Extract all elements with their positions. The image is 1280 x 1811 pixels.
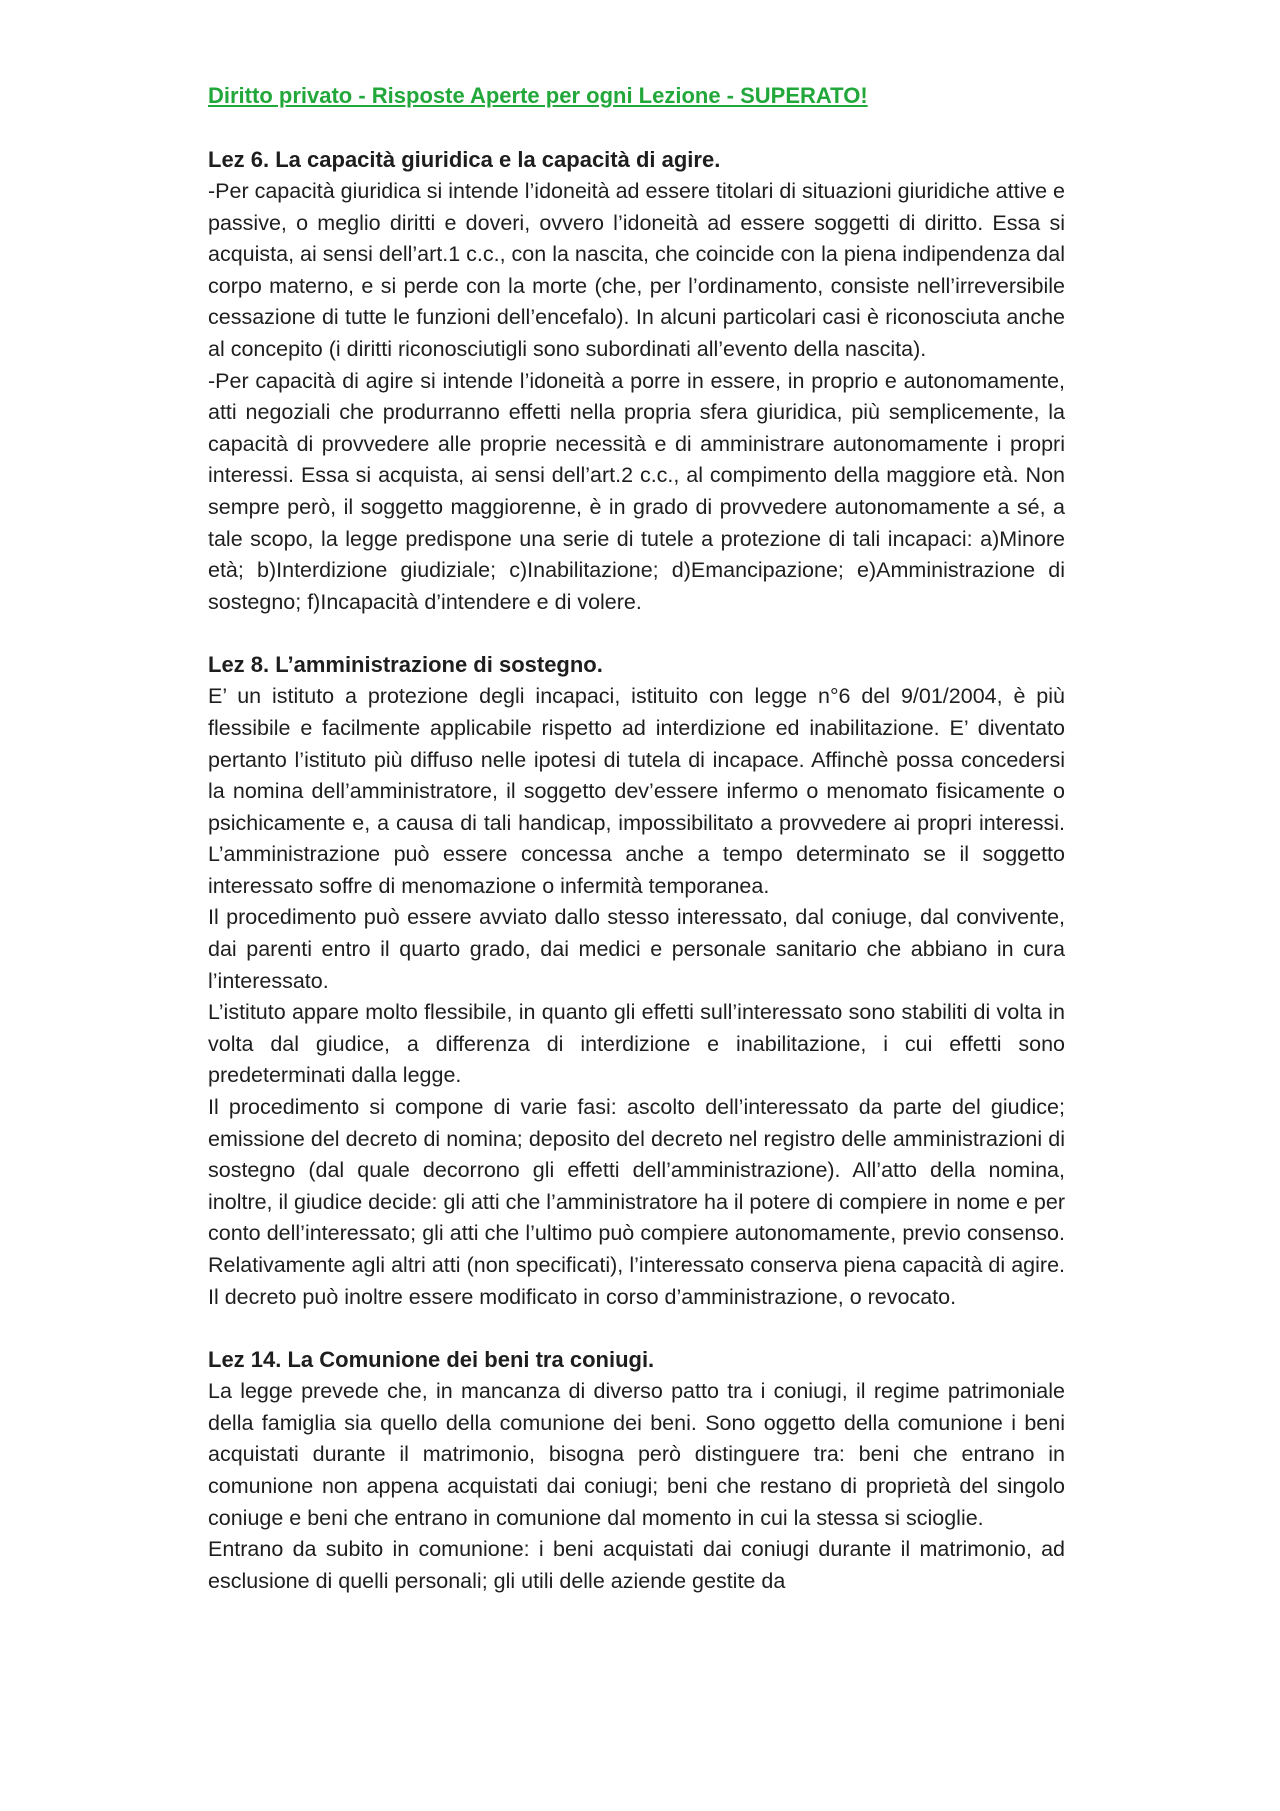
paragraph: Il procedimento può essere avviato dallo stesso interessato, dal coniuge, dal convivente, dai parenti entro il quarto grado, dai medici e personale sanitario che abbiano in cura l’interessato. — [208, 905, 1065, 993]
paragraph: L’istituto appare molto flessibile, in quanto gli effetti sull’interessato sono stabiliti di volta in volta dal giudice, a differenza di interdizione e inabilitazione, i cui effetti sono predeterminati dalla legge. — [208, 1000, 1065, 1088]
paragraph: Entrano da subito in comunione: i beni acquistati dai coniugi durante il matrimonio, ad esclusione di quelli personali; gli utili delle aziende gestite da — [208, 1537, 1065, 1593]
paragraph: E’ un istituto a protezione degli incapaci, istituito con legge n°6 del 9/01/2004, è più flessibile e facilmente applicabile rispetto ad interdizione ed inabilitazione. E’ diventato pertanto l’istituto più diffuso nelle ipotesi di tutela di incapace. Affinchè possa concedersi la nomina dell’amministratore, il soggetto dev’essere infermo o menomato fisicamente o psichicamente e, a causa di tali handicap, impossibilitato a provvedere ai propri interessi. L’amministrazione può essere concessa anche a tempo determinato se il soggetto interessato soffre di menomazione o infermità temporanea. — [208, 684, 1065, 898]
document-page — [208, 80, 1065, 1628]
section-heading: Lez 6. La capacità giuridica e la capacità di agire. — [208, 147, 721, 172]
section-heading: Lez 14. La Comunione dei beni tra coniugi. — [208, 1347, 655, 1373]
paragraph: Il procedimento si compone di varie fasi: ascolto dell’interessato da parte del giudice; emissione del decreto di nomina; deposito del decreto nel registro delle amministrazioni di sostegno (dal quale decorrono gli effetti dell’amministrazione). All’atto della nomina, inoltre, il giudice decide: gli atti che l’amministratore ha il potere di compiere in nome e per conto dell’interessato; gli atti che l’ultimo può compiere autonomamente, previo consenso. Relativamente agli altri atti (non specificati), l’interessato conserva piena capacità di agire. Il decreto può inoltre essere modificato in corso d’amministrazione, o revocato. — [208, 1095, 1065, 1309]
paragraph: -Per capacità giuridica si intende l’idoneità ad essere titolari di situazioni giuridiche attive e passive, o meglio diritti e doveri, ovvero l’idoneità ad essere soggetti di diritto. Essa si acquista, ai sensi dell’art.1 c.c., con la nascita, che coincide con la piena indipendenza dal corpo materno, e si perde con la morte (che, per l’ordinamento, consiste nell’irreversibile cessazione di tutte le funzioni dell’encefalo). In alcuni particolari casi è riconosciuta anche al concepito (i diritti riconosciutigli sono subordinati all’evento della nascita). — [208, 179, 1065, 361]
paragraph: -Per capacità di agire si intende l’idoneità a porre in essere, in proprio e autonomamente, atti negoziali che produrranno effetti nella propria sfera giuridica, più semplicemente, la capacità di provvedere alle proprie necessità e di amministrare autonomamente i propri interessi. Essa si acquista, ai sensi dell’art.2 c.c., al compimento della maggiore età. Non sempre però, il soggetto maggiorenne, è in grado di provvedere autonomamente a sé, a tale scopo, la legge predispone una serie di tutele a protezione di tali incapaci: a)Minore età; b)Interdizione giudiziale; c)Inabilitazione; d)Emancipazione; e)Amministrazione di sostegno; f)Incapacità d’intendere e di volere. — [208, 368, 1065, 614]
paragraph: La legge prevede che, in mancanza di diverso patto tra i coniugi, il regime patrimoniale della famiglia sia quello della comunione dei beni. Sono oggetto della comunione i beni acquistati durante il matrimonio, bisogna però distinguere tra: beni che entrano in comunione non appena acquistati dai coniugi; beni che restano di proprietà del singolo coniuge e beni che entrano in comunione dal momento in cui la stessa si scioglie. — [208, 1379, 1065, 1530]
section-heading: Lez 8. L’amministrazione di sostegno. — [208, 652, 603, 678]
section-lez-14 — [208, 1344, 1065, 1597]
section-lez-8 — [208, 649, 1065, 1313]
document-title[interactable]: Diritto privato - Risposte Aperte per ogni Lezione - SUPERATO! — [208, 83, 868, 108]
section-lez-6 — [208, 144, 1065, 618]
